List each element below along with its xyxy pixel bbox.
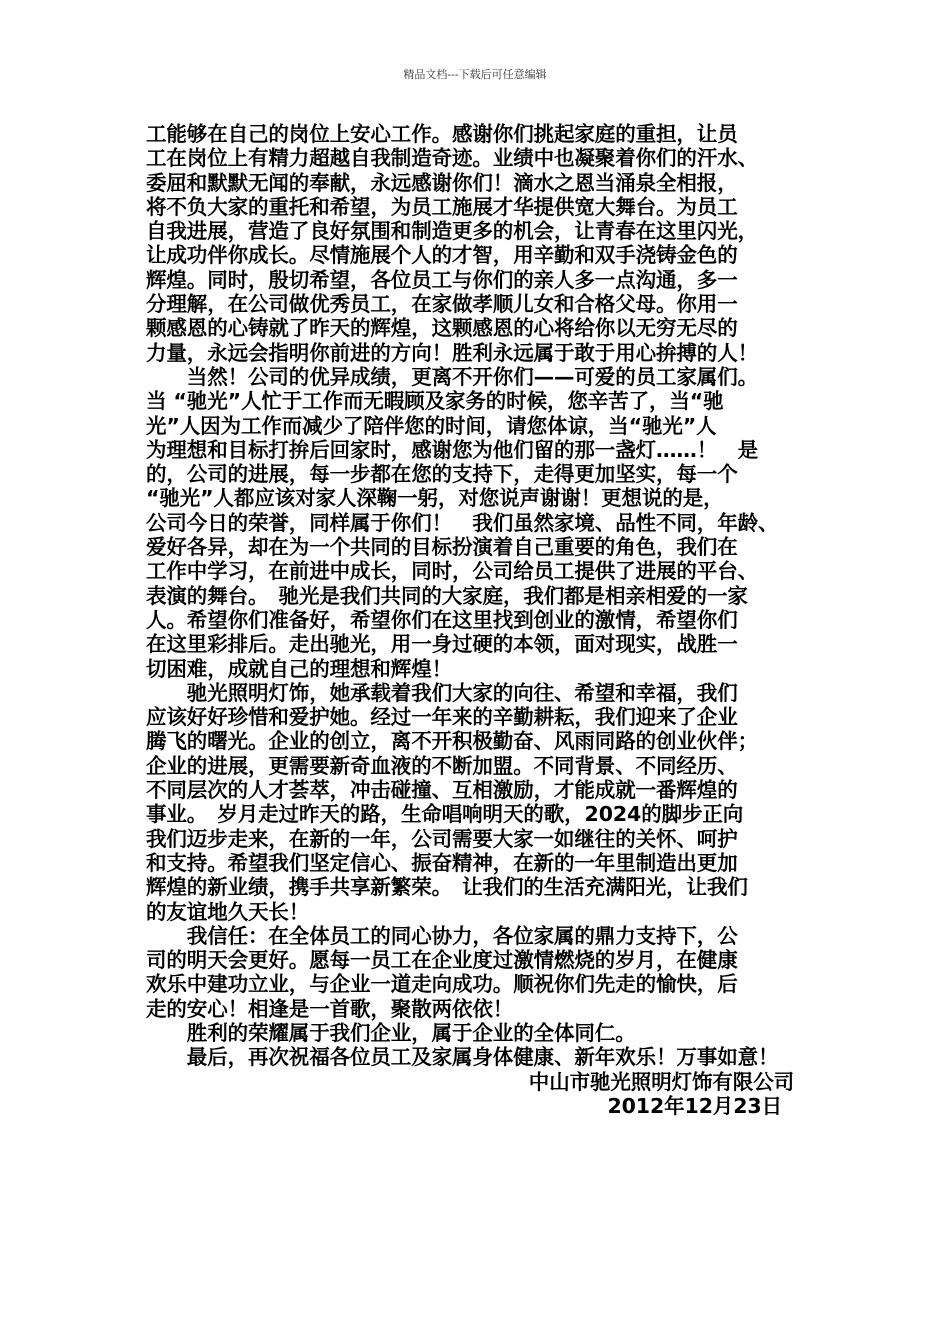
- text-line: 让成功伴你成长。尽情施展个人的才智，用辛勤和双手浇铸金色的: [146, 243, 738, 268]
- text-line: 当然！公司的优异成绩，更离不开你们——可爱的员工家属们。: [146, 364, 758, 389]
- text-line: 事业。 岁月走过昨天的路，生命唱响明天的歌，2024的脚步正向: [146, 802, 744, 827]
- text-line: 力量，永远会指明你前进的方向！胜利永远属于敢于用心拚搏的人！: [146, 340, 758, 365]
- text-line: 胜利的荣耀属于我们企业，属于企业的全体同仁。: [146, 1020, 636, 1045]
- text-line: 颗感恩的心铸就了昨天的辉煌，这颗感恩的心将给你以无穷无尽的: [146, 316, 738, 341]
- text-line: 切困难，成就自己的理想和辉煌！: [146, 656, 452, 681]
- text-line: 光”人因为工作而减少了陪伴您的时间，请您体谅，当“驰光”人: [146, 413, 717, 438]
- text-line: 应该好好珍惜和爱护她。经过一年来的辛勤耕耘，我们迎来了企业: [146, 705, 738, 730]
- text-line: 驰光照明灯饰，她承载着我们大家的向往、希望和幸福，我们: [146, 680, 738, 705]
- text-line: 人。希望你们准备好，希望你们在这里找到创业的激情，希望你们: [146, 607, 738, 632]
- text-line: 的友谊地久天长！: [146, 899, 310, 924]
- text-line: “驰光”人都应该对家人深鞠一躬，对您说声谢谢！更想说的是，: [146, 486, 724, 511]
- text-line: 工作中学习，在前进中成长，同时，公司给员工提供了进展的平台、: [146, 559, 758, 584]
- text-line: 我们迈步走来，在新的一年，公司需要大家一如继往的关怀、呵护: [146, 826, 738, 851]
- text-line: 爱好各异，却在为一个共同的目标扮演着自己重要的角色，我们在: [146, 535, 738, 560]
- text-line: 在这里彩排后。走出驰光，用一身过硬的本领，面对现实，战胜一: [146, 632, 738, 657]
- text-line: 企业的进展，更需要新奇血液的不断加盟。不同背景、不同经历、: [146, 753, 738, 778]
- text-line: 和支持。希望我们坚定信心、振奋精神，在新的一年里制造出更加: [146, 850, 738, 875]
- text-line: 委屈和默默无闻的奉献，永远感谢你们！滴水之恩当涌泉全相报，: [146, 170, 738, 195]
- text-line: 欢乐中建功立业，与企业一道走向成功。顺祝你们先走的愉快，后: [146, 972, 738, 997]
- text-line: 为理想和目标打拚后回家时，感谢您为他们留的那一盏灯……！ 是: [146, 437, 758, 462]
- text-line: 司的明天会更好。愿每一员工在企业度过激情燃烧的岁月，在健康: [146, 948, 738, 973]
- text-line: 工在岗位上有精力超越自我制造奇迹。业绩中也凝聚着你们的汗水、: [146, 146, 758, 171]
- text-line: 将不负大家的重托和希望，为员工施展才华提供宽大舞台。为员工: [146, 194, 738, 219]
- signature-date: 2012年12月23日: [607, 1093, 782, 1118]
- text-line: 我信任：在全体员工的同心协力，各位家属的鼎力支持下，公: [146, 923, 738, 948]
- text-line: 的，公司的进展，每一步都在您的支持下，走得更加坚实，每一个: [146, 462, 738, 487]
- text-line: 最后，再次祝福各位员工及家属身体健康、新年欢乐！万事如意！: [146, 1045, 779, 1070]
- text-line: 自我进展，营造了良好氛围和制造更多的机会，让青春在这里闪光，: [146, 219, 758, 244]
- letter-body: [146, 122, 816, 1118]
- text-line: 当 “驰光”人忙于工作而无暇顾及家务的时候，您辛苦了，当“驰: [146, 389, 724, 414]
- page-header: 精品文档---下载后可任意编辑: [403, 68, 547, 81]
- text-line: 表演的舞台。 驰光是我们共同的大家庭，我们都是相亲相爱的一家: [146, 583, 748, 608]
- text-line: 辉煌。同时，殷切希望，各位员工与你们的亲人多一点沟通，多一: [146, 267, 738, 292]
- text-line: 不同层次的人才荟萃，冲击碰撞、互相激励，才能成就一番辉煌的: [146, 778, 738, 803]
- text-line: 分理解，在公司做优秀员工，在家做孝顺儿女和合格父母。你用一: [146, 292, 738, 317]
- text-line: 走的安心！相逢是一首歌，聚散两依依！: [146, 996, 514, 1021]
- signature-company: 中山市驰光照明灯饰有限公司: [528, 1069, 794, 1094]
- text-line: 工能够在自己的岗位上安心工作。感谢你们挑起家庭的重担，让员: [146, 122, 738, 146]
- text-line: 公司今日的荣誉，同样属于你们！ 我们虽然家境、品性不同，年龄、: [146, 510, 779, 535]
- text-line: 腾飞的曙光。企业的创立，离不开积极勤奋、风雨同路的创业伙伴；: [146, 729, 758, 754]
- text-line: 辉煌的新业绩，携手共享新繁荣。 让我们的生活充满阳光，让我们: [146, 875, 748, 900]
